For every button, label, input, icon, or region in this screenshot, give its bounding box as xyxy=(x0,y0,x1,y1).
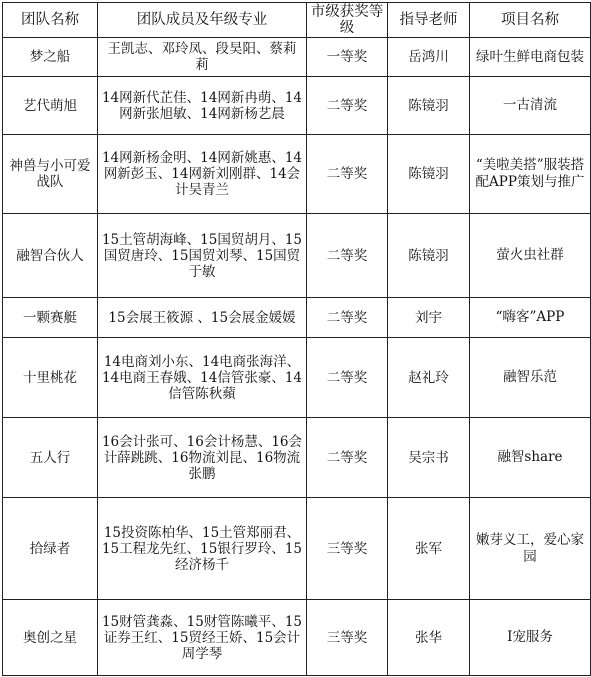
team-name-cell: 一颗赛艇 xyxy=(3,298,98,338)
project-name-cell: 绿叶生鲜电商包装 xyxy=(470,38,591,77)
award-level-cell: 一等奖 xyxy=(307,38,388,77)
header-members: 团队成员及年级专业 xyxy=(98,3,307,38)
table-row xyxy=(3,38,591,77)
table-row xyxy=(3,498,591,600)
table-row xyxy=(3,298,591,338)
members-cell: 14网新杨金明、14网新姚惠、14网新彭玉、14网新刘刚群、14会计吴青兰 xyxy=(98,135,307,214)
members-cell: 15土管胡海峰、15国贸胡月、15国贸唐玲、15国贸刘琴、15国贸于敏 xyxy=(98,214,307,298)
team-name-cell: 五人行 xyxy=(3,418,98,498)
award-level-cell: 二等奖 xyxy=(307,418,388,498)
project-name-cell: 融智乐范 xyxy=(470,338,591,418)
table-row xyxy=(3,214,591,298)
team-name-cell: 神兽与小可爱战队 xyxy=(3,135,98,214)
awards-table xyxy=(2,2,591,676)
project-name-cell: 一古清流 xyxy=(470,77,591,135)
members-cell: 15投资陈柏华、15土管郑丽君、15工程龙先红、15银行罗玲、15经济杨千 xyxy=(98,498,307,600)
advisor-cell: 吴宗书 xyxy=(388,418,470,498)
award-level-cell: 二等奖 xyxy=(307,338,388,418)
award-level-cell: 二等奖 xyxy=(307,214,388,298)
project-name-cell: “美啦美搭”服装搭配APP策划与推广 xyxy=(470,135,591,214)
advisor-cell: 张军 xyxy=(388,498,470,600)
project-name-cell: “嗨客”APP xyxy=(470,298,591,338)
members-cell: 15会展王筱源 、15会展金媛媛 xyxy=(98,298,307,338)
advisor-cell: 陈镜羽 xyxy=(388,214,470,298)
table-row xyxy=(3,600,591,676)
table-row xyxy=(3,77,591,135)
project-name-cell: 嫩芽义工，爱心家园 xyxy=(470,498,591,600)
award-level-cell: 三等奖 xyxy=(307,600,388,676)
advisor-cell: 刘宇 xyxy=(388,298,470,338)
header-project-name: 项目名称 xyxy=(470,3,591,38)
members-cell: 14电商刘小东、14电商张海洋、14电商王春娥、14信管张豪、14信管陈秋蘋 xyxy=(98,338,307,418)
header-award-level: 市级获奖等级 xyxy=(307,3,388,38)
table-row xyxy=(3,418,591,498)
table-row xyxy=(3,338,591,418)
members-cell: 15财管龚淼、15财管陈曦平、15证券王红、15贸经王娇、15会计周学琴 xyxy=(98,600,307,676)
advisor-cell: 陈镜羽 xyxy=(388,135,470,214)
header-team-name: 团队名称 xyxy=(3,3,98,38)
members-cell: 16会计张可、16会计杨慧、16会计薛跳跳、16物流刘昆、16物流张鹏 xyxy=(98,418,307,498)
award-level-cell: 二等奖 xyxy=(307,298,388,338)
table-row xyxy=(3,135,591,214)
members-cell: 14网新代芷佳、14网新冉萌、14网新张旭敏、14网新杨艺晨 xyxy=(98,77,307,135)
project-name-cell: 融智share xyxy=(470,418,591,498)
team-name-cell: 艺代萌旭 xyxy=(3,77,98,135)
team-name-cell: 梦之船 xyxy=(3,38,98,77)
advisor-cell: 岳鸿川 xyxy=(388,38,470,77)
project-name-cell: 萤火虫社群 xyxy=(470,214,591,298)
members-cell: 王凯志、邓玲凤、段昊阳、蔡莉莉 xyxy=(98,38,307,77)
header-row xyxy=(3,3,591,38)
header-advisor: 指导老师 xyxy=(388,3,470,38)
award-level-cell: 三等奖 xyxy=(307,498,388,600)
award-level-cell: 二等奖 xyxy=(307,135,388,214)
team-name-cell: 融智合伙人 xyxy=(3,214,98,298)
advisor-cell: 张华 xyxy=(388,600,470,676)
team-name-cell: 十里桃花 xyxy=(3,338,98,418)
award-level-cell: 二等奖 xyxy=(307,77,388,135)
team-name-cell: 奥创之星 xyxy=(3,600,98,676)
project-name-cell: I宠服务 xyxy=(470,600,591,676)
advisor-cell: 赵礼玲 xyxy=(388,338,470,418)
advisor-cell: 陈镜羽 xyxy=(388,77,470,135)
team-name-cell: 拾绿者 xyxy=(3,498,98,600)
